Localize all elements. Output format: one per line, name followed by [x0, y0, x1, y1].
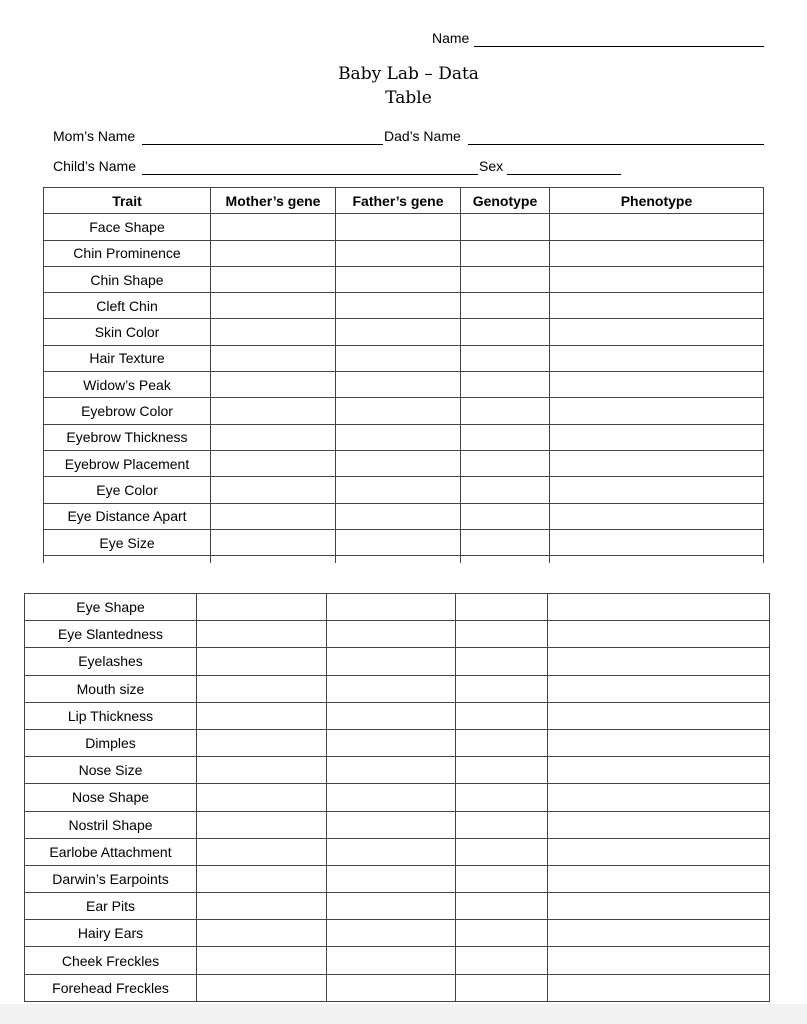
genotype-cell[interactable]: [456, 784, 548, 811]
dads-name-label: Dad’s Name: [384, 128, 461, 144]
table-row: [44, 450, 764, 476]
genotype-cell[interactable]: [461, 503, 550, 529]
phenotype-cell[interactable]: [548, 893, 770, 920]
mothers-gene-cell[interactable]: [197, 594, 327, 621]
genotype-cell[interactable]: [456, 974, 548, 1001]
trait-cell: Eyelashes: [25, 648, 197, 675]
fathers-gene-cell[interactable]: [336, 398, 461, 424]
genotype-cell[interactable]: [456, 893, 548, 920]
blank-cell: [211, 556, 336, 563]
mothers-gene-cell[interactable]: [197, 729, 327, 756]
genotype-cell[interactable]: [461, 319, 550, 345]
mothers-gene-cell[interactable]: [211, 240, 336, 266]
table-row: [44, 319, 764, 345]
genotype-cell[interactable]: [456, 920, 548, 947]
table-row: [25, 811, 770, 838]
table-row: [25, 648, 770, 675]
genotype-cell[interactable]: [461, 398, 550, 424]
mothers-gene-cell[interactable]: [197, 947, 327, 974]
mothers-gene-cell[interactable]: [211, 319, 336, 345]
phenotype-cell[interactable]: [550, 503, 764, 529]
genotype-cell[interactable]: [456, 594, 548, 621]
genotype-cell[interactable]: [456, 838, 548, 865]
table-row: [25, 974, 770, 1001]
table-row: [25, 675, 770, 702]
column-header-fathers-gene: Father’s gene: [336, 188, 461, 214]
column-header-mothers-gene: Mother’s gene: [211, 188, 336, 214]
mothers-gene-cell[interactable]: [197, 838, 327, 865]
table-row: [25, 729, 770, 756]
trait-cell: Ear Pits: [25, 893, 197, 920]
fathers-gene-cell[interactable]: [336, 424, 461, 450]
fathers-gene-cell[interactable]: [336, 372, 461, 398]
fathers-gene-cell[interactable]: [327, 729, 456, 756]
genotype-cell[interactable]: [461, 372, 550, 398]
phenotype-cell[interactable]: [550, 398, 764, 424]
trait-cell: Lip Thickness: [25, 702, 197, 729]
genotype-cell[interactable]: [456, 621, 548, 648]
trait-cell: Hair Texture: [44, 345, 211, 371]
blank-cell: [336, 556, 461, 563]
phenotype-cell[interactable]: [548, 648, 770, 675]
phenotype-cell[interactable]: [548, 621, 770, 648]
phenotype-cell[interactable]: [550, 214, 764, 240]
phenotype-cell[interactable]: [548, 811, 770, 838]
fathers-gene-cell[interactable]: [336, 266, 461, 292]
fathers-gene-cell[interactable]: [327, 784, 456, 811]
mothers-gene-cell[interactable]: [211, 214, 336, 240]
phenotype-cell[interactable]: [550, 319, 764, 345]
mothers-gene-cell[interactable]: [211, 477, 336, 503]
trait-cell: Mouth size: [25, 675, 197, 702]
fathers-gene-cell[interactable]: [327, 920, 456, 947]
mothers-gene-cell[interactable]: [197, 757, 327, 784]
trait-cell: Darwin’s Earpoints: [25, 865, 197, 892]
column-header-trait: Trait: [44, 188, 211, 214]
genotype-cell[interactable]: [461, 450, 550, 476]
phenotype-cell[interactable]: [548, 729, 770, 756]
phenotype-cell[interactable]: [550, 477, 764, 503]
table-header-row: [44, 188, 764, 214]
mothers-gene-cell[interactable]: [211, 424, 336, 450]
mothers-gene-cell[interactable]: [197, 920, 327, 947]
blank-cell: [44, 556, 211, 563]
table-row: [44, 293, 764, 319]
mothers-gene-cell[interactable]: [197, 893, 327, 920]
trait-cell: Skin Color: [44, 319, 211, 345]
column-header-genotype: Genotype: [461, 188, 550, 214]
table-row: [44, 240, 764, 266]
fathers-gene-cell[interactable]: [327, 648, 456, 675]
table-row: [44, 266, 764, 292]
phenotype-cell[interactable]: [548, 784, 770, 811]
sex-label: Sex: [479, 158, 504, 174]
mothers-gene-cell[interactable]: [211, 503, 336, 529]
phenotype-cell[interactable]: [550, 372, 764, 398]
fathers-gene-cell[interactable]: [327, 947, 456, 974]
fathers-gene-cell[interactable]: [336, 319, 461, 345]
trait-cell: Cleft Chin: [44, 293, 211, 319]
mothers-gene-cell[interactable]: [197, 675, 327, 702]
mothers-gene-cell[interactable]: [197, 784, 327, 811]
table-row: [25, 757, 770, 784]
phenotype-cell[interactable]: [548, 947, 770, 974]
mothers-gene-cell[interactable]: [211, 345, 336, 371]
table-row: [25, 702, 770, 729]
trait-cell: Forehead Freckles: [25, 974, 197, 1001]
fathers-gene-cell[interactable]: [327, 757, 456, 784]
phenotype-cell[interactable]: [550, 424, 764, 450]
fathers-gene-cell[interactable]: [336, 529, 461, 555]
trait-cell: Eye Slantedness: [25, 621, 197, 648]
genotype-cell[interactable]: [461, 529, 550, 555]
fathers-gene-cell[interactable]: [336, 503, 461, 529]
fathers-gene-cell[interactable]: [327, 675, 456, 702]
fathers-gene-cell[interactable]: [336, 214, 461, 240]
phenotype-cell[interactable]: [548, 838, 770, 865]
genotype-cell[interactable]: [456, 757, 548, 784]
fathers-gene-cell[interactable]: [336, 450, 461, 476]
trait-cell: Cheek Freckles: [25, 947, 197, 974]
fathers-gene-cell[interactable]: [327, 865, 456, 892]
trait-cell: Nose Size: [25, 757, 197, 784]
trait-cell: Earlobe Attachment: [25, 838, 197, 865]
trait-cell: Chin Shape: [44, 266, 211, 292]
trait-cell: Eye Size: [44, 529, 211, 555]
genotype-cell[interactable]: [461, 266, 550, 292]
fathers-gene-cell[interactable]: [327, 702, 456, 729]
phenotype-cell[interactable]: [548, 675, 770, 702]
childs-name-label: Child’s Name: [53, 158, 136, 174]
phenotype-cell[interactable]: [548, 594, 770, 621]
fathers-gene-cell[interactable]: [327, 621, 456, 648]
blank-cell: [461, 556, 550, 563]
mothers-gene-cell[interactable]: [197, 648, 327, 675]
table-row: [44, 424, 764, 450]
fathers-gene-cell[interactable]: [327, 594, 456, 621]
genotype-cell[interactable]: [461, 345, 550, 371]
phenotype-cell[interactable]: [548, 757, 770, 784]
phenotype-cell[interactable]: [548, 702, 770, 729]
title-line-1: Baby Lab – Data: [338, 64, 479, 84]
genotype-cell[interactable]: [456, 865, 548, 892]
fathers-gene-cell[interactable]: [336, 477, 461, 503]
table-row: [44, 477, 764, 503]
mothers-gene-cell[interactable]: [197, 811, 327, 838]
trait-cell: Eye Distance Apart: [44, 503, 211, 529]
trait-cell: Eye Shape: [25, 594, 197, 621]
mothers-gene-cell[interactable]: [211, 372, 336, 398]
phenotype-cell[interactable]: [550, 345, 764, 371]
phenotype-cell[interactable]: [550, 293, 764, 319]
blank-cell: [550, 556, 764, 563]
trait-cell: Dimples: [25, 729, 197, 756]
trait-cell: Eyebrow Thickness: [44, 424, 211, 450]
table-row: [25, 920, 770, 947]
mothers-gene-cell[interactable]: [211, 529, 336, 555]
trait-cell: Nostril Shape: [25, 811, 197, 838]
table-part-1-body: [44, 214, 764, 563]
column-header-phenotype: Phenotype: [550, 188, 764, 214]
genotype-cell[interactable]: [456, 675, 548, 702]
fathers-gene-cell[interactable]: [336, 240, 461, 266]
genotype-cell[interactable]: [461, 240, 550, 266]
table-row: [25, 893, 770, 920]
phenotype-cell[interactable]: [548, 865, 770, 892]
mothers-gene-cell[interactable]: [197, 621, 327, 648]
genotype-cell[interactable]: [456, 947, 548, 974]
table-row: [44, 398, 764, 424]
table-row: [44, 372, 764, 398]
mothers-gene-cell[interactable]: [211, 266, 336, 292]
table-row: [25, 865, 770, 892]
traits-table-part-2: [24, 593, 770, 1002]
fathers-gene-cell[interactable]: [327, 974, 456, 1001]
genotype-cell[interactable]: [456, 702, 548, 729]
mothers-gene-cell[interactable]: [197, 974, 327, 1001]
mothers-gene-cell[interactable]: [211, 398, 336, 424]
genotype-cell[interactable]: [461, 214, 550, 240]
phenotype-cell[interactable]: [550, 529, 764, 555]
phenotype-cell[interactable]: [548, 920, 770, 947]
fathers-gene-cell[interactable]: [327, 838, 456, 865]
mothers-gene-cell[interactable]: [211, 450, 336, 476]
mothers-gene-cell[interactable]: [197, 865, 327, 892]
trait-cell: Eyebrow Color: [44, 398, 211, 424]
phenotype-cell[interactable]: [550, 240, 764, 266]
trait-cell: Eye Color: [44, 477, 211, 503]
fathers-gene-cell[interactable]: [327, 893, 456, 920]
genotype-cell[interactable]: [461, 477, 550, 503]
phenotype-cell[interactable]: [550, 266, 764, 292]
page-bottom-edge: [0, 1004, 807, 1024]
mothers-gene-cell[interactable]: [197, 702, 327, 729]
trait-cell: Chin Prominence: [44, 240, 211, 266]
title-line-2: Table: [385, 88, 432, 108]
mothers-gene-cell[interactable]: [211, 293, 336, 319]
genotype-cell[interactable]: [456, 811, 548, 838]
table-row: [25, 621, 770, 648]
table-row-cut-off: [44, 556, 764, 563]
table-row: [44, 529, 764, 555]
fathers-gene-cell[interactable]: [336, 293, 461, 319]
fathers-gene-cell[interactable]: [327, 811, 456, 838]
table-row: [25, 594, 770, 621]
moms-name-label: Mom’s Name: [53, 128, 136, 144]
trait-cell: Eyebrow Placement: [44, 450, 211, 476]
traits-table-part-1: [43, 187, 764, 563]
fathers-gene-cell[interactable]: [336, 345, 461, 371]
table-row: [25, 947, 770, 974]
table-row: [25, 784, 770, 811]
table-row: [44, 214, 764, 240]
trait-cell: Hairy Ears: [25, 920, 197, 947]
genotype-cell[interactable]: [461, 424, 550, 450]
table-row: [44, 503, 764, 529]
genotype-cell[interactable]: [456, 648, 548, 675]
phenotype-cell[interactable]: [550, 450, 764, 476]
table-part-2-body: [25, 594, 770, 1002]
trait-cell: Face Shape: [44, 214, 211, 240]
genotype-cell[interactable]: [456, 729, 548, 756]
table-row: [44, 345, 764, 371]
phenotype-cell[interactable]: [548, 974, 770, 1001]
table-row: [25, 838, 770, 865]
genotype-cell[interactable]: [461, 293, 550, 319]
student-name-label: Name: [432, 30, 470, 46]
trait-cell: Nose Shape: [25, 784, 197, 811]
trait-cell: Widow’s Peak: [44, 372, 211, 398]
